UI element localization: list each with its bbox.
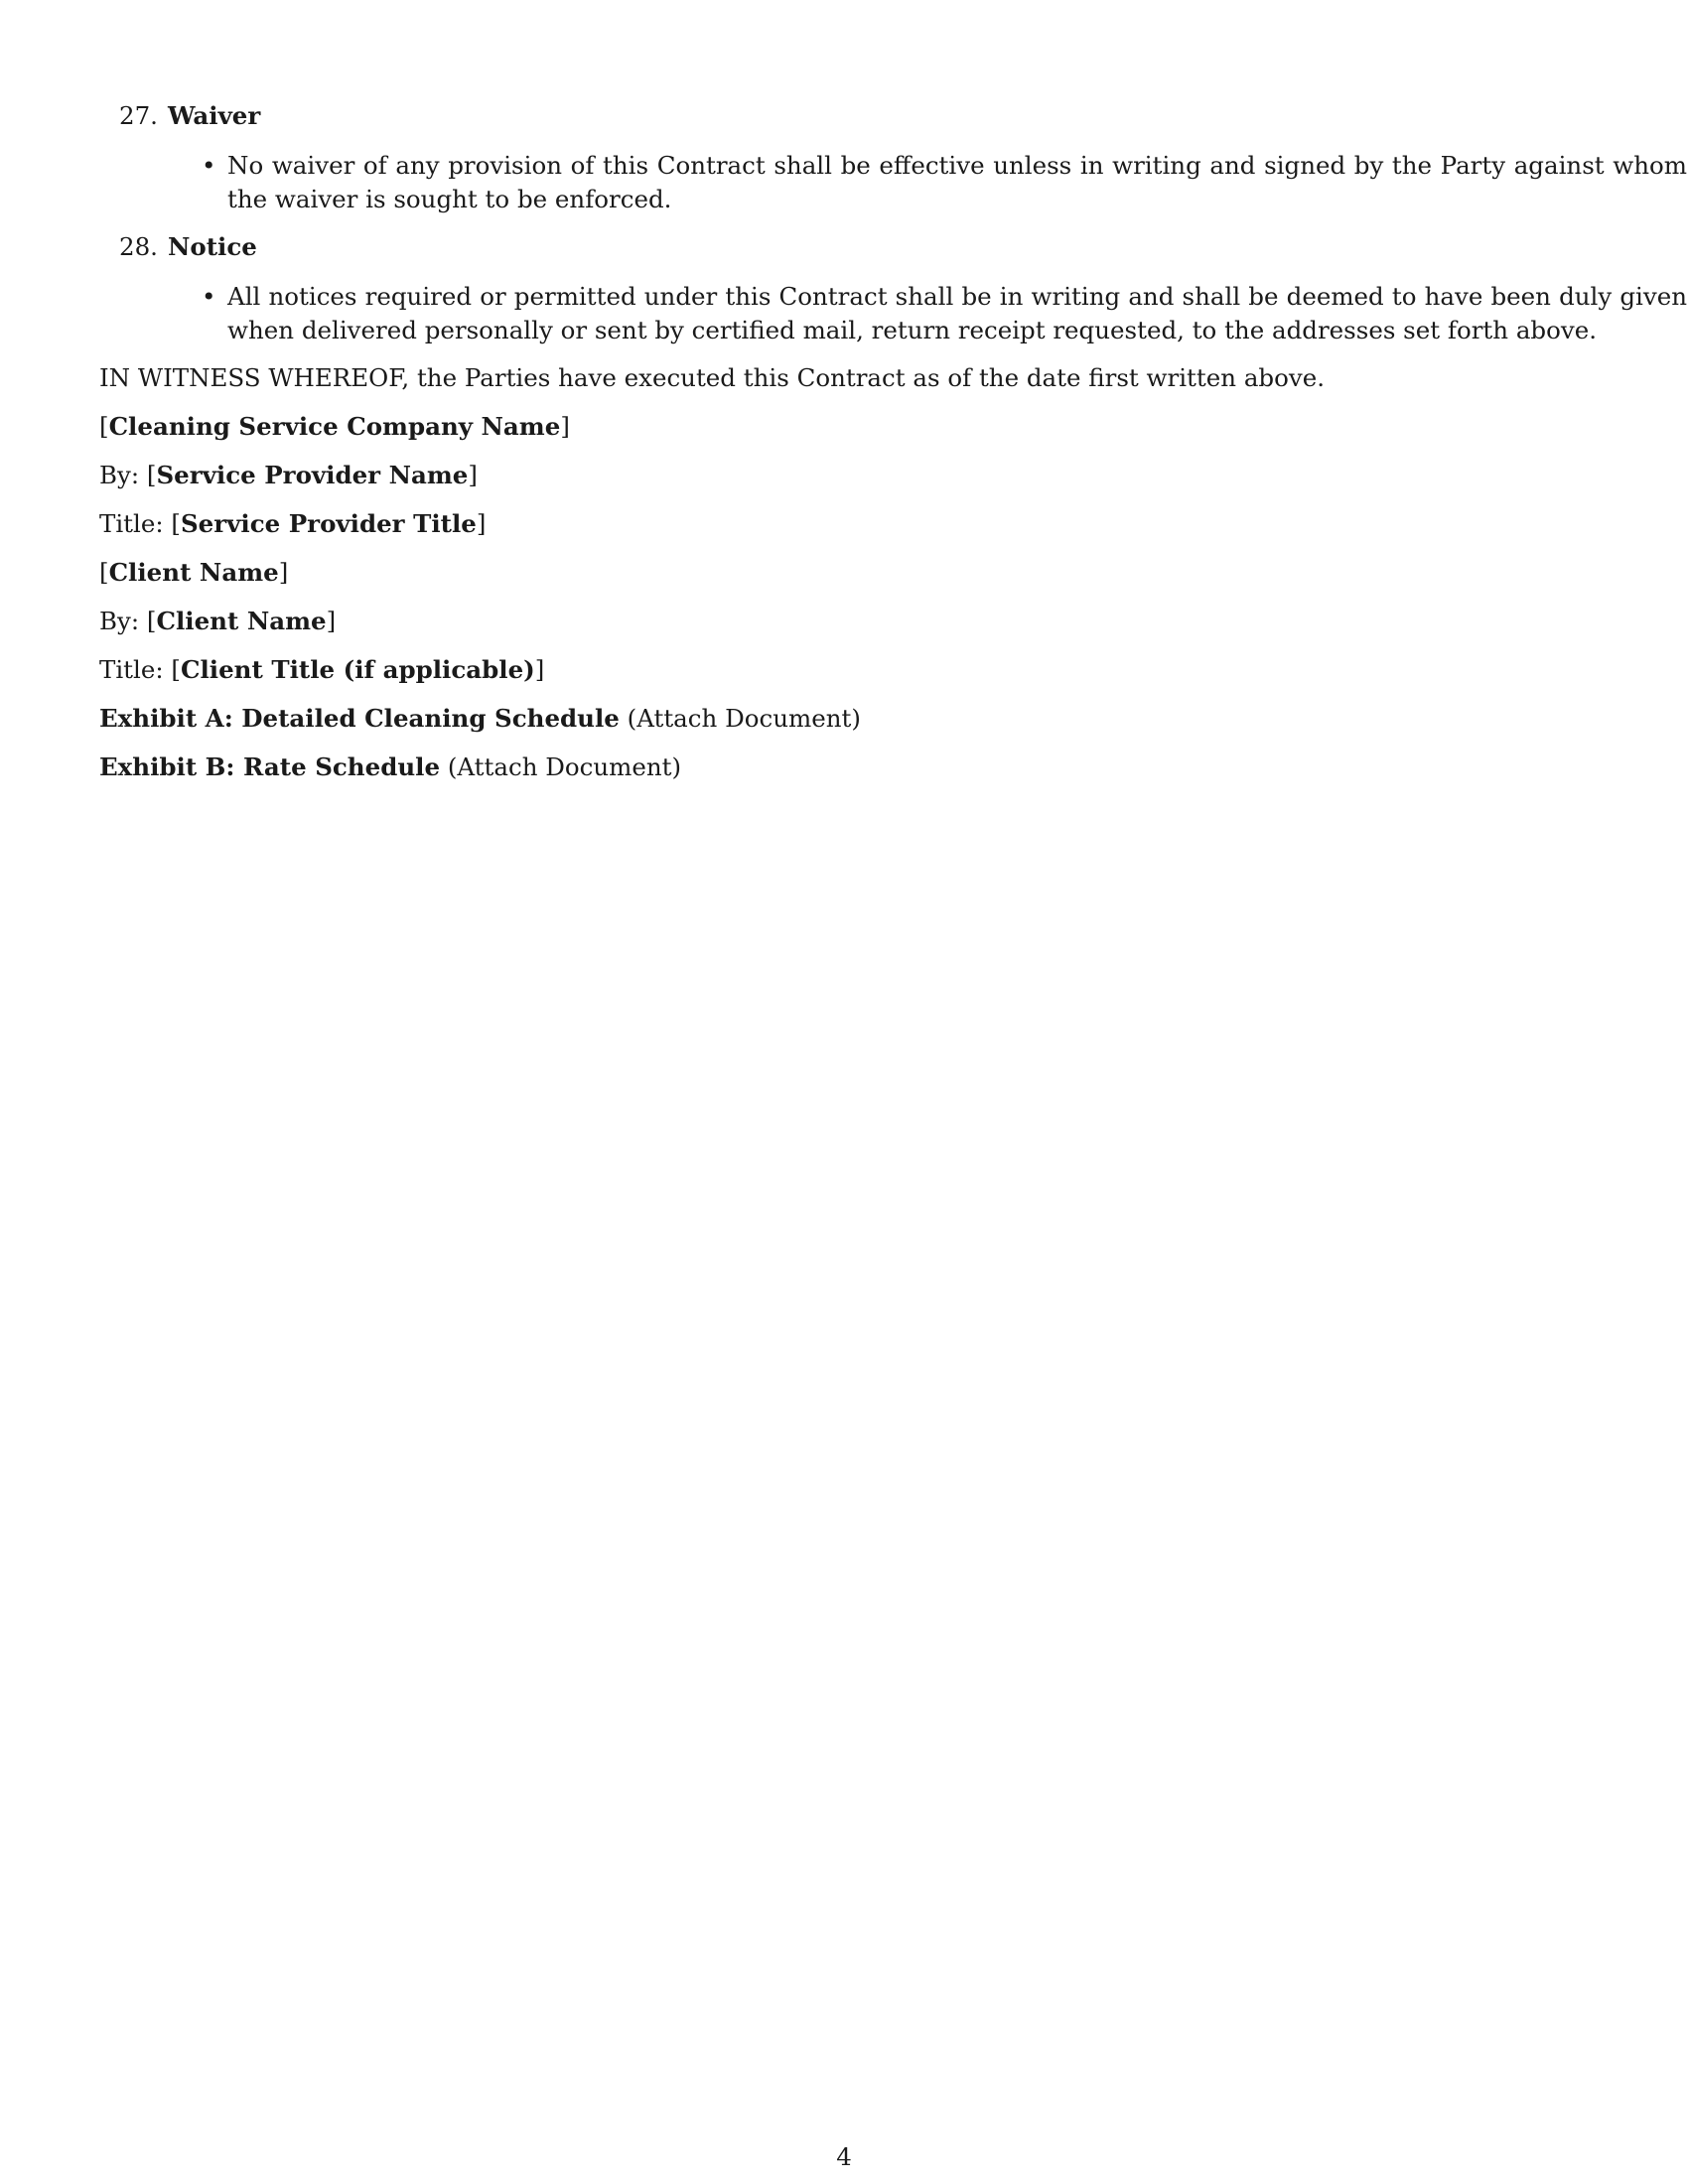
list-item [202,280,1687,347]
document-page [99,99,1687,784]
by-label: By: [99,461,140,489]
provider-title-line: Title: [Service Provider Title] [99,509,487,538]
exhibit-label: Exhibit B: Rate Schedule [99,752,441,781]
provider-company: Cleaning Service Company Name [108,412,561,441]
client-by-line: By: [Client Name] [99,607,337,635]
provider-title-value: Service Provider Title [180,509,477,538]
section-title: Waiver [168,101,261,130]
section-heading [119,230,1589,266]
client-name-line: [Client Name] [99,558,289,587]
exhibit-b [99,751,1589,784]
client-by-value: Client Name [156,607,327,635]
bullet-icon: • [202,282,216,311]
exhibit-label: Exhibit A: Detailed Cleaning Schedule [99,704,620,733]
bullet-text: No waiver of any provision of this Contract shall be effective unless in writing and signed by the Party against whom the waiver is sought to be enforced. [227,151,1687,213]
title-label: Title: [99,509,164,538]
client-title-line: Title: [Client Title (if applicable)] [99,655,545,684]
bullet-icon: • [202,151,216,180]
list-item [202,149,1687,216]
client-title-value: Client Title (if applicable) [180,655,535,684]
by-label: By: [99,607,140,635]
client-name: Client Name [108,558,279,587]
title-label: Title: [99,655,164,684]
exhibit-note: (Attach Document) [447,752,682,781]
section-number: 28. [119,232,158,261]
section-title: Notice [168,232,257,261]
bullet-text: All notices required or permitted under this Contract shall be in writing and shall be deemed to have been duly given when delivered personally or sent by certified mail, return receipt requested, to the addresses set forth above. [227,282,1687,344]
witness-clause: IN WITNESS WHEREOF, the Parties have executed this Contract as of the date first written above. [99,363,1325,392]
exhibit-note: (Attach Document) [627,704,861,733]
provider-by-line: By: [Service Provider Name] [99,461,478,489]
provider-company-line: [Cleaning Service Company Name] [99,412,570,441]
page-number: 4 [836,2142,852,2171]
section-number: 27. [119,101,158,130]
section-waiver [99,99,1687,216]
provider-by-value: Service Provider Name [156,461,469,489]
section-notice [99,230,1687,347]
exhibit-a [99,702,1589,736]
section-heading [119,99,1589,135]
